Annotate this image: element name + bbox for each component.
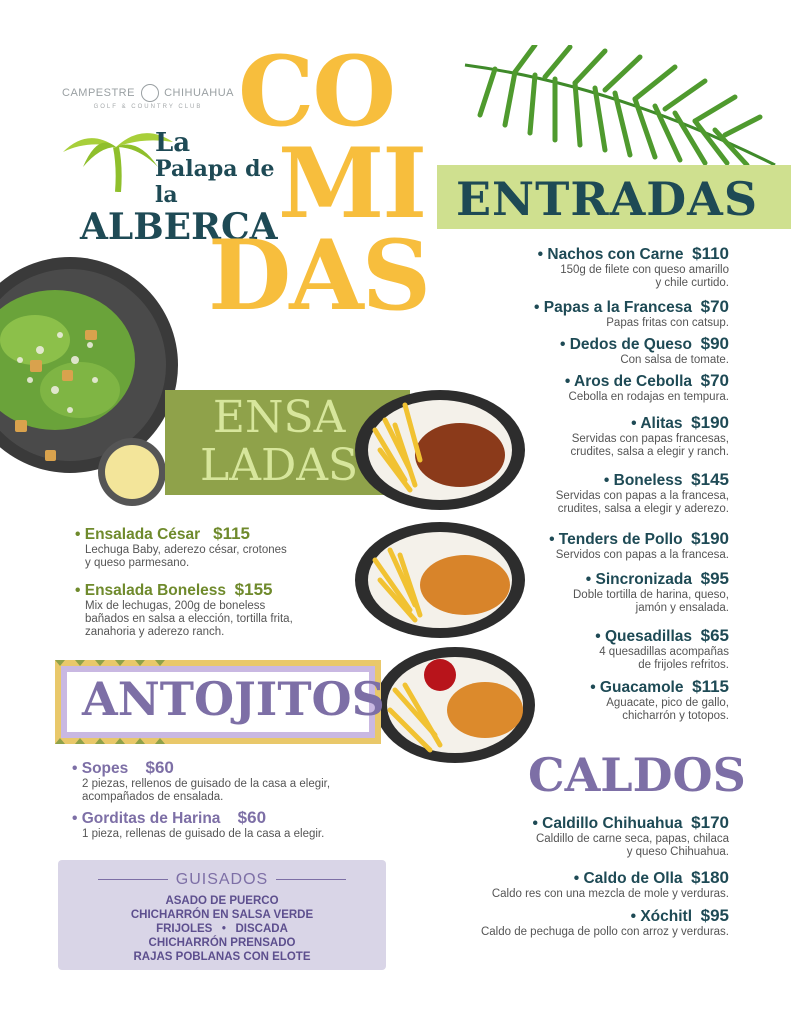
item-desc: crudites, salsa a elegir y ranch. (570, 446, 729, 458)
item-name: Aros de Cebolla (574, 373, 692, 390)
item-desc: de frijoles refritos. (638, 659, 729, 671)
divider (276, 879, 346, 880)
item-desc: Servidas con papas francesas, (571, 433, 729, 445)
guisados-heading (58, 871, 386, 889)
club-name-left: CAMPESTRE (62, 86, 135, 99)
item-desc: Lechuga Baby, aderezo césar, crotones (85, 544, 287, 556)
item-desc: y queso parmesano. (85, 557, 190, 569)
guisado-item: RAJAS POBLANAS CON ELOTE (133, 951, 311, 963)
item-desc: 1 pieza, rellenas de guisado de la casa a elegir. (82, 828, 325, 840)
item-desc: Mix de lechugas, 200g de boneless (85, 600, 266, 612)
entrada-item: • Aros de Cebolla $70 Cebolla en rodajas en tempura. (564, 371, 729, 403)
entrada-item: • Quesadillas $65 4 quesadillas acompañas de frijoles refritos. (595, 626, 729, 671)
item-desc: bañados en salsa a elección, tortilla frita, (85, 613, 293, 625)
item-desc: 150g de filete con queso amarillo (560, 264, 729, 276)
club-emblem-icon (141, 84, 159, 102)
item-name: Nachos con Carne (547, 246, 684, 263)
item-price: $110 (692, 244, 729, 263)
item-price: $155 (234, 580, 273, 599)
ensaladas-title-line-2: LADAS (200, 440, 359, 491)
palapa-line-3: ALBERCA (80, 206, 278, 248)
item-name: Tenders de Pollo (558, 531, 683, 548)
caldo-item: • Xóchitl $95 Caldo de pechuga de pollo con arroz y verduras. (480, 906, 729, 938)
entrada-item: • Dedos de Queso $90 Con salsa de tomate. (559, 334, 729, 366)
ensalada-item: • Ensalada César $115 Lechuga Baby, aderezo césar, crotones y queso parmesano. (75, 524, 287, 569)
caldos-title: CALDOS (528, 748, 746, 802)
menu-title-line-3: DAS (208, 219, 430, 332)
item-name: Gorditas de Harina (81, 810, 221, 827)
item-price: $180 (691, 868, 729, 887)
item-price: $190 (691, 529, 729, 548)
guisado-item: FRIJOLES • DISCADA (156, 923, 288, 935)
menu-title-line-2: MI (278, 127, 426, 240)
club-name-right: CHIHUAHUA (164, 86, 234, 99)
item-price: $90 (700, 334, 729, 353)
item-desc: Caldo res con una mezcla de mole y verduras. (491, 888, 729, 900)
item-name: Xóchitl (640, 908, 692, 925)
item-price: $145 (691, 470, 729, 489)
menu-title-line-1: CO (238, 35, 395, 148)
caldo-item: • Caldillo Chihuahua $170 Caldillo de carne seca, papas, chilaca y queso Chihuahua. (532, 813, 729, 858)
antojito-item: • Sopes $60 2 piezas, rellenos de guisado de la casa a elegir, acompañados de ensalada. (72, 758, 331, 803)
item-price: $65 (700, 626, 729, 645)
entrada-item: • Alitas $190 Servidas con papas francesas, crudites, salsa a elegir y ranch. (570, 413, 729, 458)
guisados-title: GUISADOS (175, 871, 269, 888)
item-desc: jamón y ensalada. (635, 602, 729, 614)
item-name: Ensalada Boneless (84, 582, 227, 599)
palm-leaf-icon (455, 45, 785, 170)
item-price: $95 (700, 569, 729, 588)
entrada-item: • Nachos con Carne $110 150g de filete con queso amarillo y chile curtido. (537, 244, 729, 289)
ensaladas-title-line-1: ENSA (212, 392, 346, 443)
item-desc: 2 piezas, rellenos de guisado de la casa a elegir, (82, 778, 331, 790)
divider (98, 879, 168, 880)
item-desc: Doble tortilla de harina, queso, (573, 589, 729, 601)
item-price: $115 (692, 677, 729, 696)
item-price: $190 (691, 413, 729, 432)
item-desc: acompañados de ensalada. (82, 791, 224, 803)
item-name: Sopes (81, 760, 129, 777)
item-desc: crudites, salsa a elegir y aderezo. (557, 503, 729, 515)
item-price: $60 (145, 758, 174, 777)
item-desc: Caldillo de carne seca, papas, chilaca (535, 833, 729, 845)
ensaladas-title (200, 394, 358, 490)
item-price: $115 (213, 524, 251, 543)
item-desc: Cebolla en rodajas en tempura. (568, 391, 729, 403)
item-desc: Con salsa de tomate. (620, 354, 729, 366)
item-name: Ensalada César (84, 526, 201, 543)
item-name: Caldo de Olla (583, 870, 683, 887)
item-name: Caldillo Chihuahua (542, 815, 683, 832)
item-price: $170 (691, 813, 729, 832)
item-price: $95 (700, 906, 729, 925)
entradas-title: ENTRADAS (456, 172, 759, 226)
item-price: $70 (700, 297, 729, 316)
caldo-item: • Caldo de Olla $180 Caldo res con una mezcla de mole y verduras. (491, 868, 729, 900)
item-name: Sincronizada (595, 571, 692, 588)
item-desc: Aguacate, pico de gallo, (606, 697, 729, 709)
club-logo (62, 84, 234, 110)
item-desc: y queso Chihuahua. (626, 846, 729, 858)
item-price: $70 (700, 371, 729, 390)
ensalada-item: • Ensalada Boneless $155 Mix de lechugas, 200g de boneless bañados en salsa a elección, tortilla frita, zanahoria y aderezo ranch. (75, 580, 293, 638)
guisado-item: CHICHARRÓN EN SALSA VERDE (130, 909, 314, 921)
salad-plate-image (0, 240, 180, 520)
item-desc: Servidos con papas a la francesa. (555, 549, 729, 561)
item-name: Guacamole (599, 679, 684, 696)
antojitos-title: ANTOJITOS (82, 672, 385, 726)
palapa-line-1: La (155, 128, 191, 158)
item-name: Alitas (640, 415, 683, 432)
entrada-item: • Tenders de Pollo $190 Servidos con papas a la francesa. (549, 529, 729, 561)
item-desc: Papas fritas con catsup. (606, 317, 729, 329)
guisados-list (58, 894, 386, 964)
item-name: Quesadillas (604, 628, 692, 645)
guisado-item: CHICHARRÓN PRENSADO (148, 937, 296, 949)
item-name: Dedos de Queso (569, 336, 692, 353)
entrada-item: • Papas a la Francesa $70 Papas fritas con catsup. (534, 297, 729, 329)
palapa-line-2: Palapa de la (155, 156, 275, 208)
item-desc: zanahoria y aderezo ranch. (85, 626, 225, 638)
item-name: Papas a la Francesa (543, 299, 692, 316)
item-desc: y chile curtido. (655, 277, 729, 289)
item-desc: 4 quesadillas acompañas (599, 646, 729, 658)
club-subtitle: GOLF & COUNTRY CLUB (93, 104, 203, 110)
item-price: $60 (237, 808, 267, 827)
item-desc: Servidas con papas a la francesa, (555, 490, 729, 502)
entrada-item: • Guacamole $115 Aguacate, pico de gallo, chicharrón y totopos. (590, 677, 729, 722)
entrada-item: • Boneless $145 Servidas con papas a la francesa, crudites, salsa a elegir y aderezo. (555, 470, 729, 515)
item-desc: Caldo de pechuga de pollo con arroz y verduras. (480, 926, 729, 938)
item-name: Boneless (613, 472, 683, 489)
guisado-item: ASADO DE PUERCO (165, 895, 279, 907)
antojito-item: • Gorditas de Harina $60 1 pieza, rellenas de guisado de la casa a elegir. (72, 808, 325, 840)
item-desc: chicharrón y totopos. (622, 710, 729, 722)
entrada-item: • Sincronizada $95 Doble tortilla de harina, queso, jamón y ensalada. (573, 569, 729, 614)
